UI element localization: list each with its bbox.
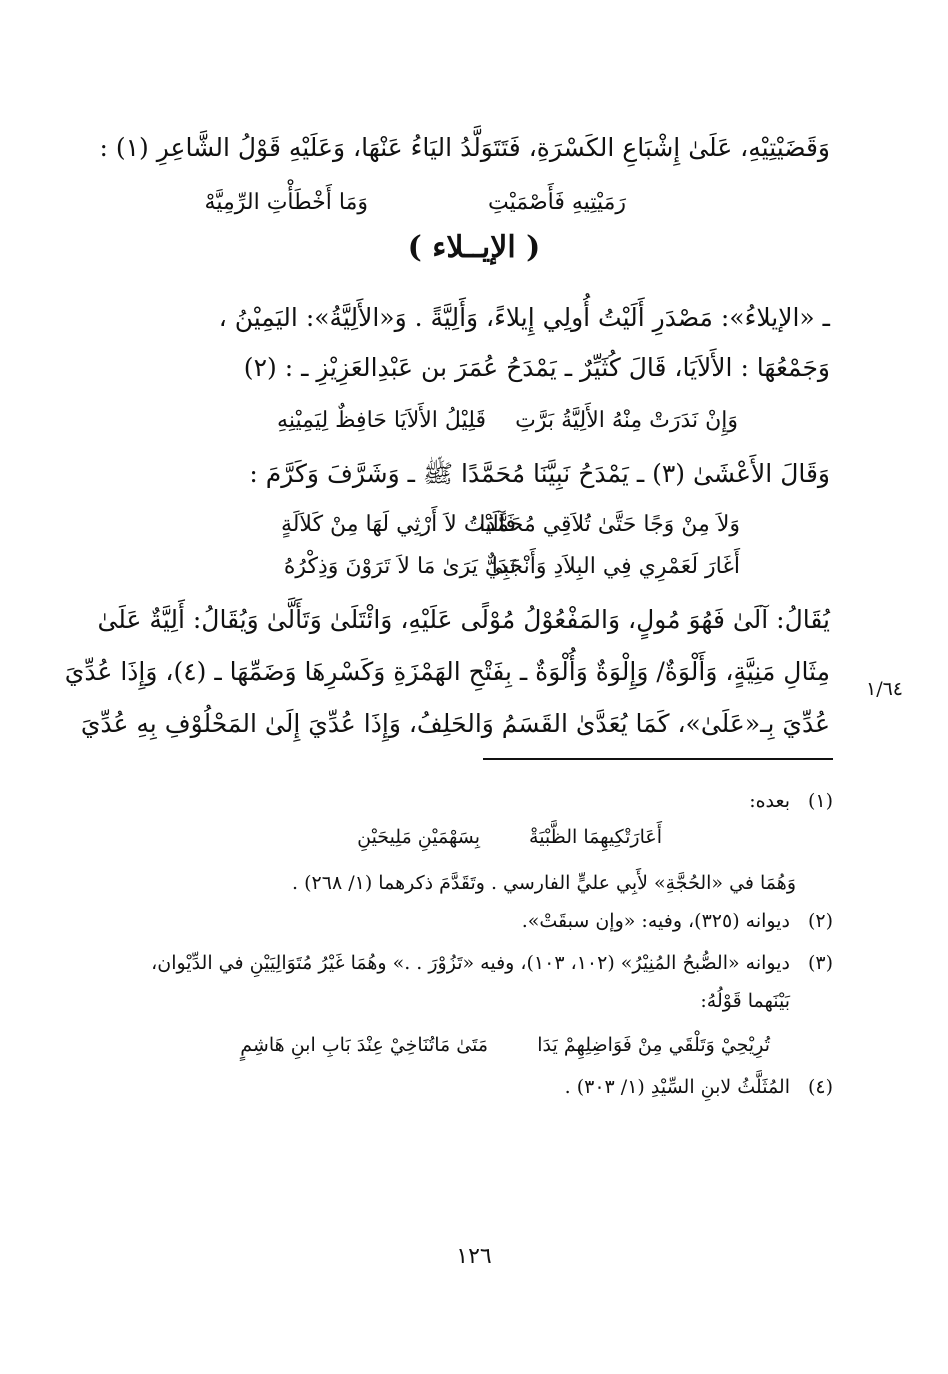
footnote-3-number: (٣) bbox=[807, 952, 833, 974]
body-line-6: مِثَالِ مَنِيَّةٍ، وَأَلْوَةٌ/ وَإِلْوَةٌ وَأُلْوَةٌ ـ بِفَتْحِ الهَمْزَةِ وَكَسْرِهَا وَضَمِّهَا ـ (٤)، وَإِذَا عُدِّيَ bbox=[64, 657, 830, 686]
footnote-3-text: ديوانه «الصُّبحُ المُنِيْرُ» (١٠٢، ١٠٣)، وفيه «تَزُوْرَ . .» وهُمَا غَيْرُ مُتَوَالِيَيْنِ في الدِّيْوان، bbox=[151, 952, 790, 974]
footnote-3-continuation: بَيْنَهما قَوْلُهُ: bbox=[700, 990, 790, 1012]
body-line-5: يُقَالُ: آلَىٰ فَهُوَ مُولٍ، وَالمَفْعُوْلُ مُوْلًى عَلَيْهِ، وَائْتَلَىٰ وَتَأَلَّىٰ وَيُقَالُ: أَلِيَّةٌ عَلَىٰ bbox=[97, 605, 830, 634]
footnote-separator bbox=[483, 758, 833, 760]
verse-2-second-hemistich: وَإِنْ نَدَرَتْ مِنْهُ الأَلِيَّةُ بَرَّتِ bbox=[515, 408, 738, 433]
verse-1-first-hemistich: رَمَيْتِيهِ فَأَصْمَيْتِ bbox=[488, 190, 626, 215]
margin-reference: ١/٦٤ bbox=[866, 678, 904, 700]
body-line-2: ـ «الإيلاءُ»: مَصْدَرِ أَلَيْتُ أُولِي إِيلاءً، وَأَلِيَّةً . وَ«الأَلِيَّةُ»: اليَمِيْنُ ، bbox=[218, 303, 830, 332]
footnote-1-verse-first: بِسَهْمَيْنِ مَلِيحَيْنِ bbox=[357, 826, 480, 848]
verse-3-second-hemistich: وَلاَ مِنْ وَجًا حَتَّىٰ تُلاَقِي مُحَمَّدَا bbox=[479, 512, 740, 537]
page-number: ١٢٦ bbox=[456, 1244, 492, 1269]
body-line-1: وَقَضَيْتِيْهِ، عَلَىٰ إِشْبَاعِ الكَسْرَةِ، فَتَتَوَلَّدُ اليَاءُ عَنْهَا، وَعَلَيْهِ قَوْلُ الشَّاعِرِ (١) : bbox=[99, 133, 830, 162]
footnote-4-text: المُثَلَّثُ لابنِ السِّيْدِ (١/ ٣٠٣) . bbox=[564, 1076, 790, 1098]
footnote-4-number: (٤) bbox=[807, 1076, 833, 1098]
verse-1-second-hemistich: وَمَا أَخْطَأْتِ الرِّمِيَّهْ bbox=[204, 190, 368, 215]
footnote-3-verse-second: تُرِيْحِيْ وَتَلْقَي مِنْ فَوَاضِلِهِمْ يَدَا bbox=[537, 1034, 770, 1056]
footnote-1-number: (١) bbox=[807, 790, 833, 812]
body-line-4: وَقَالَ الأَعْشَىٰ (٣) ـ يَمْدَحُ نَبِيَّنَا مُحَمَّدًا ﷺ ـ وَشَرَّفَ وَكَرَّمَ : bbox=[249, 459, 830, 488]
footnote-2-number: (٢) bbox=[807, 910, 833, 932]
verse-4-first-hemistich: نَبِيٌّ يَرَىٰ مَا لاَ تَرَوْنَ وَذِكْرُهُ bbox=[283, 554, 516, 579]
footnote-2-text: ديوانه (٣٢٥)، وفيه: «وإن سبقَتْ». bbox=[521, 910, 790, 932]
body-line-3: وَجَمْعُهَا : الأَلاَيَا، قَالَ كُثَيِّرٌ ـ يَمْدَحُ عُمَرَ بن عَبْدِالعَزِيْزِ ـ : (٢) bbox=[243, 353, 830, 382]
verse-2-first-hemistich: قَلِيْلُ الأَلاَيَا حَافِظٌ لِيَمِيْنِهِ bbox=[277, 408, 486, 433]
section-title: ( الإيــلاء ) bbox=[407, 230, 541, 265]
footnote-1-verse-second: أَعَارَتْكِيهِمَا الظَّبْيَةْ bbox=[529, 826, 662, 848]
verse-3-first-hemistich: فَآلَيْتُ لاَ أَرْثِي لَهَا مِنْ كَلاَلَةٍ bbox=[280, 512, 516, 537]
footnote-1-text: بعده: bbox=[749, 790, 790, 812]
verse-4-second-hemistich: أَغَارَ لَعَمْرِي فِي البِلاَدِ وَأَنْجَدَا bbox=[491, 554, 740, 579]
body-line-7: عُدِّيَ بِـ«عَلَىٰ»، كَمَا يُعَدَّىٰ القَسَمُ وَالحَلِفُ، وَإِذَا عُدِّيَ إِلَىٰ المَحْلُوْفِ بِهِ عُدِّيَ bbox=[80, 709, 830, 738]
footnote-3-verse-first: مَتَىٰ مَاتُنَاخِيْ عِنْدَ بَابِ ابنِ هَاشِمٍ bbox=[240, 1034, 488, 1056]
footnote-1-continuation: وَهُمَا في «الحُجَّةِ» لأَبِي عليٍّ الفارسي . وتَقَدَّمَ ذكرهما (١/ ٢٦٨) . bbox=[292, 872, 796, 894]
